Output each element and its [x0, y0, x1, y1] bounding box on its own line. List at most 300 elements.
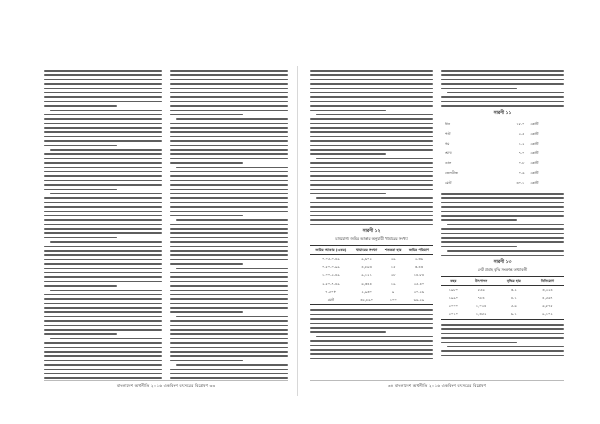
text-line [170, 193, 288, 195]
text-line [176, 219, 288, 221]
text-line [44, 140, 162, 142]
table-12-cell: ২৯ [390, 256, 396, 261]
text-line [50, 241, 162, 243]
table-11-cell: কোটি [530, 151, 539, 156]
table-11-grid [441, 119, 564, 189]
text-line [44, 347, 162, 349]
text-line [310, 74, 433, 76]
text-line [170, 92, 288, 94]
table-13-header: বছর [450, 278, 457, 283]
text-line [441, 70, 564, 72]
text-line [310, 340, 433, 342]
text-line [441, 206, 564, 208]
table-13-header-row [441, 277, 564, 286]
text-line [310, 202, 433, 204]
table-11-cell: তেলবীজ [445, 170, 459, 175]
table-13-cell: ২০০০ [448, 304, 459, 309]
text-line [310, 193, 386, 195]
text-line [170, 114, 243, 116]
text-line [170, 206, 288, 208]
table-12-cell: ৪,৮৯৩ [361, 265, 372, 270]
text-line [441, 324, 564, 326]
text-line [170, 285, 288, 287]
text-line [170, 215, 243, 217]
text-line [44, 219, 162, 221]
text-line [310, 149, 433, 151]
text-line [44, 325, 162, 327]
text-line [44, 105, 117, 107]
table-12-cell: ১৯ [390, 281, 396, 286]
table-12-subtitle: চাষযোগ্য জমির আকার অনুযায়ী খামারের সংখ্যা [335, 236, 408, 242]
text-line [170, 171, 288, 173]
text-line [170, 351, 288, 353]
table-13-cell: ৩.২ [510, 287, 517, 292]
text-line [310, 167, 433, 169]
text-line [441, 228, 564, 230]
text-line [447, 92, 564, 94]
text-line [310, 353, 433, 355]
text-line [50, 149, 162, 151]
text-line [176, 118, 288, 120]
text-line [44, 329, 162, 331]
text-line [44, 118, 162, 120]
text-line [44, 88, 162, 90]
text-line [170, 254, 288, 256]
table-12-header: জমির পরিমাণ [408, 247, 430, 252]
text-line [310, 323, 433, 325]
text-line [170, 303, 288, 305]
text-line [44, 228, 162, 230]
text-line [170, 237, 288, 239]
text-line [310, 180, 433, 182]
table-11-title: সারণী ১১ [493, 110, 512, 116]
text-line [44, 162, 162, 164]
table-12-cell: ৬,৩৪৪ [361, 281, 372, 286]
text-line [310, 314, 433, 316]
text-line [310, 92, 433, 94]
text-line [170, 189, 288, 191]
text-line [44, 342, 162, 344]
text-line [310, 145, 433, 147]
table-13-row [441, 303, 564, 311]
left-page-folio: বাংলাদেশ অর্থনীতি ২০১৬ একবিংশ বৎসরের বিশ্লেষণ ৩৩ [44, 380, 288, 390]
text-line [170, 79, 288, 81]
text-line [44, 259, 162, 261]
text-line [44, 333, 117, 335]
text-line [44, 92, 162, 94]
text-line [441, 88, 517, 90]
text-line [170, 246, 288, 248]
text-line [310, 224, 433, 226]
text-line [310, 70, 433, 72]
text-line [170, 149, 288, 151]
text-line [310, 219, 433, 221]
text-line [170, 153, 288, 155]
text-line [316, 197, 433, 199]
text-line [310, 345, 433, 347]
right-page-column-2 [441, 70, 564, 386]
text-line [441, 83, 564, 85]
text-line [44, 167, 162, 169]
text-line [447, 250, 564, 252]
table-11-cell: পাট [445, 131, 451, 136]
text-line [310, 349, 433, 351]
text-line [310, 171, 433, 173]
table-11-row [443, 121, 562, 129]
text-line [44, 79, 162, 81]
text-line [170, 320, 288, 322]
text-line [441, 241, 564, 243]
right-page-folio: ৩৪ বাংলাদেশ অর্থনীতি ২০১৬ একবিংশ বৎসরের বিশ্লেষণ [310, 380, 564, 390]
text-line [44, 254, 162, 256]
text-line [310, 327, 433, 329]
text-line [44, 237, 117, 239]
text-line [170, 294, 288, 296]
text-line [310, 131, 433, 133]
table-12-cell: ১৪.৮৪ [413, 273, 425, 278]
table-12-header-row [310, 246, 433, 255]
table-11-cell: কোটি [530, 180, 539, 185]
table-12-header: শতকরা হার [384, 247, 402, 252]
text-line [310, 162, 433, 164]
text-line [44, 311, 162, 313]
text-line [441, 342, 517, 344]
text-line [50, 110, 162, 112]
text-line [310, 123, 433, 125]
text-line [44, 351, 162, 353]
text-line [170, 184, 288, 186]
text-line [44, 189, 117, 191]
text-line [170, 105, 288, 107]
text-line [441, 219, 517, 221]
text-line [44, 206, 162, 208]
text-line [176, 316, 288, 318]
table-13-cell: ৬,৮৭৫ [542, 304, 553, 309]
table-12-cell: ১০০ [389, 297, 397, 302]
text-line [170, 259, 288, 261]
table-12-cell: ৩২,৮৯০ [360, 297, 374, 302]
table-12-row [310, 255, 433, 264]
table-13-cell: ১,৩৫২ [475, 312, 487, 317]
text-line [441, 350, 564, 352]
text-line [310, 318, 433, 320]
text-line [170, 276, 288, 278]
text-line [44, 373, 162, 375]
table-12-row [310, 288, 433, 296]
table-12-cell: ৭.৫০+ [325, 289, 337, 294]
text-line [441, 328, 564, 330]
text-line [310, 101, 433, 103]
text-line [447, 346, 564, 348]
text-line [44, 377, 162, 379]
text-line [170, 342, 288, 344]
text-line [170, 145, 288, 147]
text-line [44, 294, 162, 296]
table-12-cell: ০.০৫-০.৪৯ [322, 256, 340, 261]
text-line [170, 325, 288, 327]
table-11-row [443, 179, 562, 187]
text-line [50, 338, 162, 340]
text-line [44, 145, 117, 147]
text-line [44, 307, 162, 309]
text-line [170, 347, 288, 349]
text-line [170, 377, 288, 379]
text-line [170, 333, 288, 335]
table-13-cell: ১৯৮০ [448, 287, 459, 292]
text-line [170, 311, 243, 313]
left-page [44, 70, 288, 390]
table-12-row [310, 264, 433, 272]
text-line [447, 224, 564, 226]
table-12 [310, 228, 433, 305]
text-line [170, 290, 288, 292]
text-line [170, 329, 288, 331]
text-line [44, 175, 162, 177]
table-12-row [310, 280, 433, 288]
table-11-cell: ২.৫ [518, 131, 525, 136]
text-line [176, 364, 288, 366]
right-page [310, 70, 564, 390]
text-line [44, 281, 162, 283]
text-line [44, 114, 162, 116]
text-line [310, 211, 433, 213]
text-line [44, 202, 162, 204]
text-line [310, 215, 433, 217]
text-line [441, 96, 564, 98]
table-13-row [441, 294, 564, 302]
text-line [44, 303, 162, 305]
text-line [44, 211, 162, 213]
text-line [310, 127, 433, 129]
text-line [441, 197, 564, 199]
text-line [44, 232, 162, 234]
text-line [44, 250, 162, 252]
text-line [44, 364, 162, 366]
text-line [44, 320, 162, 322]
table-12-cell: ২.৩৬ [414, 256, 424, 261]
table-11-cell: মোট [445, 180, 452, 185]
table-11-cell: ৭.০ [518, 151, 525, 156]
table-11-row [443, 140, 562, 148]
text-line [441, 337, 564, 339]
table-11-cell: ১.২ [518, 141, 525, 146]
text-line [170, 140, 288, 142]
table-11-cell: কোটি [530, 161, 539, 166]
table-13-row [441, 286, 564, 295]
text-line [310, 358, 433, 360]
text-line [176, 268, 288, 270]
text-line [170, 70, 288, 72]
text-line [441, 101, 564, 103]
text-line [310, 189, 433, 191]
table-11-cell: ৩০.১ [516, 180, 525, 185]
table-12-cell: ১.০০-২.৪৯ [322, 273, 340, 278]
text-line [310, 175, 433, 177]
text-line [44, 153, 162, 155]
table-11-cell: ০.৬ [518, 170, 525, 175]
text-line [170, 232, 288, 234]
text-line [44, 158, 162, 160]
text-line [441, 255, 564, 257]
table-13-header: বিনিয়োগ [540, 278, 555, 283]
right-page-column-1 [310, 70, 433, 386]
text-line [44, 136, 162, 138]
text-line [44, 263, 162, 265]
table-11-row [443, 160, 562, 168]
text-line [441, 74, 564, 76]
text-line [44, 246, 162, 248]
table-12-cell: মোট [327, 297, 335, 302]
table-12-header: জমির আকার (একর) [315, 247, 347, 252]
text-line [316, 158, 433, 160]
text-line [441, 355, 564, 357]
text-line [170, 158, 288, 160]
text-line [441, 246, 517, 248]
text-line [170, 373, 288, 375]
text-line [170, 307, 288, 309]
text-line [44, 74, 162, 76]
text-line [170, 369, 288, 371]
text-line [316, 336, 433, 338]
text-line [170, 136, 288, 138]
table-13-cell: ১,০২৪ [475, 304, 487, 309]
text-line [44, 131, 162, 133]
table-13-grid [441, 276, 564, 320]
table-13-cell: ১৯৯০ [448, 296, 459, 301]
text-line [170, 250, 288, 252]
table-13-title: সারণী ১৩ [493, 260, 512, 266]
text-line [310, 83, 433, 85]
table-11-cell: ১৮.০ [516, 122, 525, 127]
table-11-cell: ডাল [445, 161, 452, 166]
text-line [44, 123, 162, 125]
table-12-grid [310, 245, 433, 305]
table-13-cell: ৭৮৪ [477, 296, 485, 301]
text-line [44, 197, 162, 199]
page-gutter [297, 66, 298, 396]
text-line [310, 110, 386, 112]
text-line [170, 224, 288, 226]
left-page-column-2 [170, 70, 288, 386]
table-11-cell: ০.৮ [518, 161, 525, 166]
text-line [170, 202, 288, 204]
text-line [170, 110, 288, 112]
text-line [44, 316, 162, 318]
text-line [170, 281, 288, 283]
text-line [44, 360, 162, 362]
table-13-cell: ৩,২২৪ [542, 287, 553, 292]
text-line [44, 285, 117, 287]
table-13-header: উৎপাদন [475, 278, 488, 283]
text-line [441, 333, 564, 335]
table-11-cell: কোটি [530, 122, 539, 127]
text-line [170, 101, 288, 103]
text-line [170, 74, 288, 76]
table-11-cell: ধান [445, 122, 451, 127]
table-13-cell: ২০১০ [448, 312, 459, 317]
table-11-cell: কোটি [530, 170, 539, 175]
text-line [441, 105, 564, 107]
table-11-cell: গম [445, 141, 450, 146]
text-line [170, 338, 288, 340]
text-line [170, 162, 243, 164]
text-line [170, 96, 288, 98]
text-line [310, 309, 433, 311]
table-13-cell: ৬.১ [510, 312, 517, 317]
left-page-column-1 [44, 70, 162, 386]
table-12-cell: ৩.৪৩ [414, 265, 424, 270]
text-line [44, 101, 162, 103]
text-line [44, 171, 162, 173]
table-12-cell: ৬৬.২৯ [413, 297, 425, 302]
table-11-row [443, 130, 562, 138]
text-line [44, 298, 162, 300]
table-11-cell: কোটি [530, 141, 539, 146]
table-13-header: বৃদ্ধির হার [506, 278, 521, 283]
text-line [170, 123, 288, 125]
text-line [176, 167, 288, 169]
text-line [441, 233, 564, 235]
text-line [50, 193, 162, 195]
table-13-cell: ৪,৫৬৭ [542, 296, 553, 301]
text-line [44, 70, 162, 72]
table-12-row [310, 272, 433, 280]
text-line [310, 118, 433, 120]
text-line [170, 355, 288, 357]
table-12-cell: ৯,৬০২ [361, 256, 372, 261]
text-line [170, 360, 243, 362]
table-13-cell: ৯,১০২ [542, 312, 553, 317]
text-line [170, 228, 288, 230]
text-line [441, 215, 564, 217]
text-line [44, 268, 162, 270]
table-12-cell: ২,৯৩০ [361, 289, 372, 294]
text-line [310, 153, 386, 155]
table-12-cell: ২০.২৬ [413, 289, 425, 294]
text-line [441, 237, 564, 239]
text-line [441, 193, 564, 195]
table-13-cell: ৫.৬ [510, 304, 517, 309]
table-11-cell: কোটি [530, 131, 539, 136]
text-line [44, 127, 162, 129]
text-line [310, 331, 386, 333]
text-line [170, 211, 288, 213]
text-line [170, 88, 288, 90]
text-line [170, 241, 288, 243]
text-line [310, 96, 433, 98]
text-line [170, 272, 288, 274]
table-12-cell: ২৫.৪০ [413, 281, 425, 286]
text-line [310, 206, 433, 208]
text-line [310, 140, 433, 142]
table-12-row [310, 296, 433, 305]
text-line [441, 79, 564, 81]
text-line [170, 131, 288, 133]
text-line [441, 202, 564, 204]
table-12-title: সারণী ১২ [362, 229, 381, 235]
table-12-cell: ০.৫০-০.৯৯ [322, 265, 340, 270]
text-line [170, 263, 243, 265]
text-line [310, 88, 433, 90]
text-line [170, 127, 288, 129]
text-line [310, 79, 433, 81]
text-line [170, 180, 288, 182]
table-12-header: খামারের সংখ্যা [355, 247, 378, 252]
text-line [44, 276, 162, 278]
text-line [310, 136, 433, 138]
text-line [50, 290, 162, 292]
text-line [44, 184, 162, 186]
